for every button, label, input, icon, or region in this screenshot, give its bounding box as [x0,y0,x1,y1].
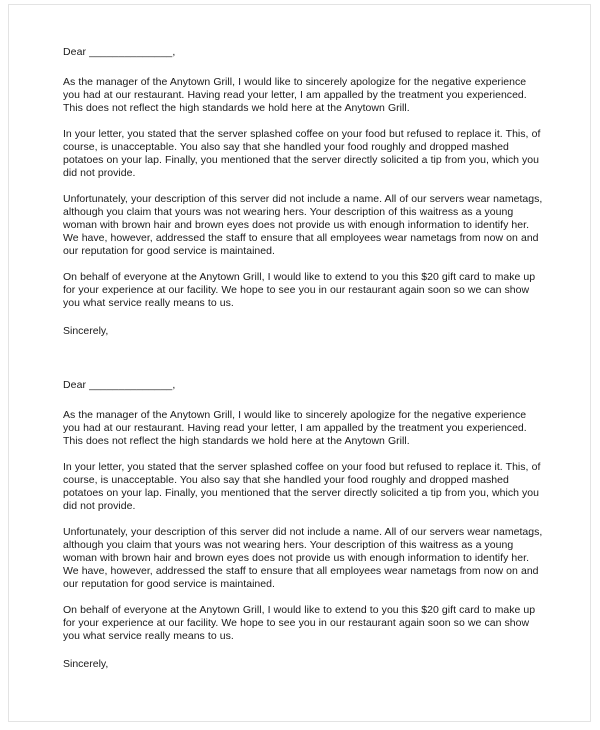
spacer [63,180,545,193]
letter-salutation: Dear ______________, [63,46,176,58]
spacer [63,643,545,658]
spacer [63,448,545,461]
letter-paragraph-2: In your letter, you stated that the server splashed coffee on your food but refused to replace it. This, of course, is unacceptable. You also say that she handled your food roughly and dropped mashed potatoes on your lap. Finally, you mentioned that the server directly solicited a tip from you, which you did not provide. [63,460,541,513]
spacer [63,59,545,76]
letter-paragraph-4: On behalf of everyone at the Anytown Grill, I would like to extend to you this $20 gift card to make up for your experience at our facility. We hope to see you in our restaurant again soon so we can show you what service really means to us. [63,270,536,309]
letter-closing: Sincerely, [63,657,109,670]
spacer [63,115,545,128]
letter-block-1 [63,46,545,338]
letter-paragraph-3: Unfortunately, your description of this server did not include a name. All of our servers wear nametags, although you claim that yours was not wearing hers. Your description of this waitress as a young woman with brown hair and brown eyes does not provide us with enough information to identify her. We have, however, addressed the staff to ensure that all employees wear nametags from now on and our reputation for good service is maintained. [63,192,543,258]
letter-paragraph-4: On behalf of everyone at the Anytown Grill, I would like to extend to you this $20 gift card to make up for your experience at our facility. We hope to see you in our restaurant again soon so we can show you what service really means to us. [63,603,536,642]
letter-closing: Sincerely, [63,324,109,337]
letter-paragraph-3: Unfortunately, your description of this server did not include a name. All of our servers wear nametags, although you claim that yours was not wearing hers. Your description of this waitress as a young woman with brown hair and brown eyes does not provide us with enough information to identify her. We have, however, addressed the staff to ensure that all employees wear nametags from now on and our reputation for good service is maintained. [63,525,543,591]
letter-paragraph-1: As the manager of the Anytown Grill, I would like to sincerely apologize for the negative experience you had at our restaurant. Having read your letter, I am appalled by the treatment you experienced. This does not reflect the high standards we hold here at the Anytown Grill. [63,76,527,115]
spacer [63,513,545,526]
letter-block-2 [63,379,545,671]
letter-salutation: Dear ______________, [63,379,176,391]
spacer [63,310,545,325]
spacer [63,392,545,409]
spacer [63,591,545,604]
letter-paragraph-1: As the manager of the Anytown Grill, I would like to sincerely apologize for the negative experience you had at our restaurant. Having read your letter, I am appalled by the treatment you experienced. This does not reflect the high standards we hold here at the Anytown Grill. [63,409,527,448]
letter-paragraph-2: In your letter, you stated that the server splashed coffee on your food but refused to replace it. This, of course, is unacceptable. You also say that she handled your food roughly and dropped mashed potatoes on your lap. Finally, you mentioned that the server directly solicited a tip from you, which you did not provide. [63,127,541,180]
spacer [63,258,545,271]
document-page [8,4,591,722]
